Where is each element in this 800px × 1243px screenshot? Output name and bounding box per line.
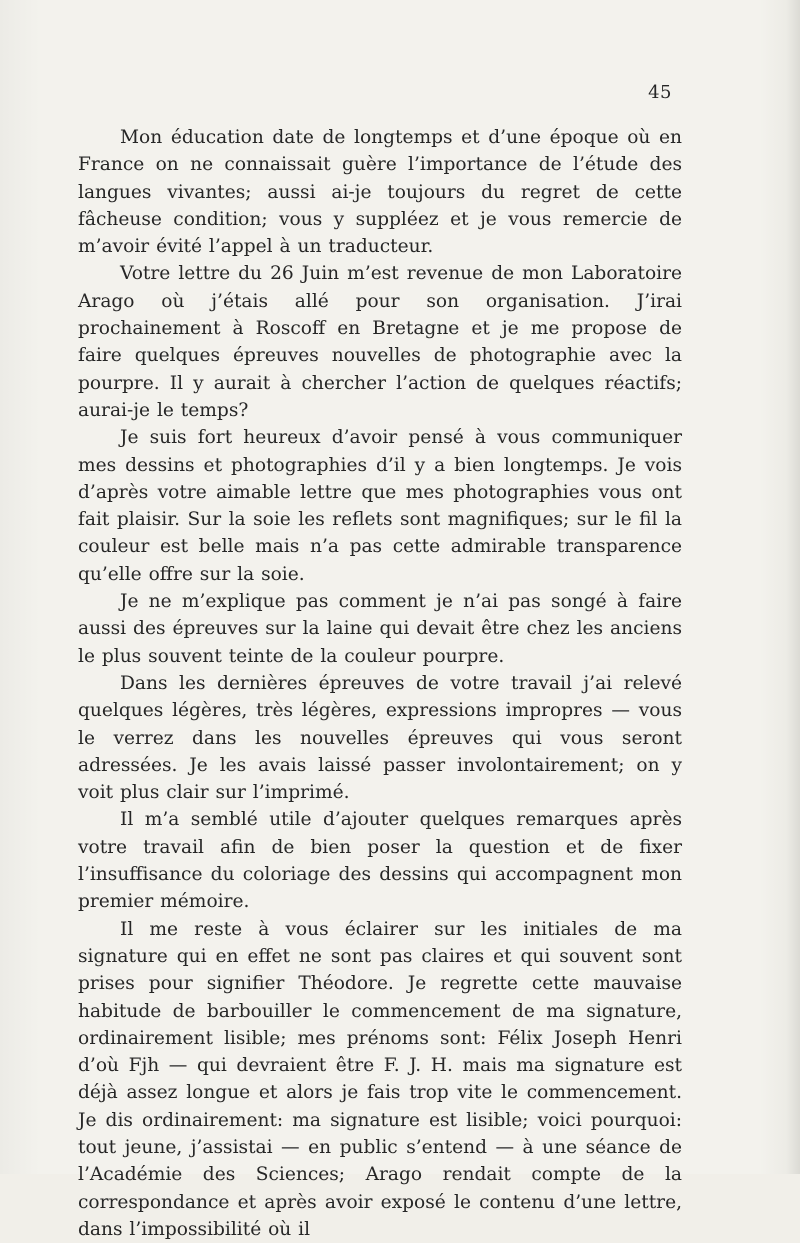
- page-number: 45: [648, 82, 672, 103]
- body-text: [78, 124, 682, 1243]
- paragraph-4: Je ne m’explique pas comment je n’ai pas songé à faire aussi des épreuves sur la laine qui devait être chez les anciens le plus souvent teinte de la couleur pourpre.: [78, 591, 682, 667]
- paragraph-7: Il me reste à vous éclairer sur les initiales de ma signature qui en effet ne sont pas claires et qui souvent sont prises pour signifier Théodore. Je regrette cette mauvaise habitude de barbouiller le commencement de ma signature, ordinairement lisible; mes prénoms sont: Félix Joseph Henri d’où Fjh — qui devraient être F. J. H. mais ma signature est déjà assez longue et alors je fais trop vite le commencement. Je dis ordinairement: ma signature est lisible; voici pourquoi: tout jeune, j’assistai — en public s’entend — à une séance de l’Académie des Sciences; Arago rendait compte de la correspondance et après avoir exposé le contenu d’une lettre, dans l’impossibilité où il: [78, 918, 682, 1240]
- paragraph-3: Je suis fort heureux d’avoir pensé à vous communiquer mes dessins et photographies d’il y a bien longtemps. Je vois d’après votre aimable lettre que mes photographies vous ont fait plaisir. Sur la soie les reflets sont magnifiques; sur le fil la couleur est belle mais n’a pas cette admirable transparence qu’elle offre sur la soie.: [78, 427, 682, 585]
- paragraph-2: Votre lettre du 26 Juin m’est revenue de mon Laboratoire Arago où j’étais allé pour son organisation. J’irai prochainement à Roscoff en Bretagne et je me propose de faire quelques épreuves nouvelles de photographie avec la pourpre. Il y aurait à chercher l’action de quelques réactifs; aurai-je le temps?: [78, 263, 682, 421]
- paragraph-5: Dans les dernières épreuves de votre travail j’ai relevé quelques légères, très légères, expressions impropres — vous le verrez dans les nouvelles épreuves qui vous seront adressées. Je les avais laissé passer involontairement; on y voit plus clair sur l’imprimé.: [78, 672, 682, 804]
- paragraph-6: Il m’a semblé utile d’ajouter quelques remarques après votre travail afin de bien poser la question et de fixer l’insuffisance du coloriage des dessins qui accompagnent mon premier mémoire.: [78, 809, 682, 913]
- page-edge-shadow: [786, 0, 800, 1174]
- paragraph-1: Mon éducation date de longtemps et d’une époque où en France on ne connaissait guère l’importance de l’étude des langues vivantes; aussi ai-je toujours du regret de cette fâcheuse condition; vous y suppléez et je vous remercie de m’avoir évité l’appel à un traducteur.: [78, 127, 682, 258]
